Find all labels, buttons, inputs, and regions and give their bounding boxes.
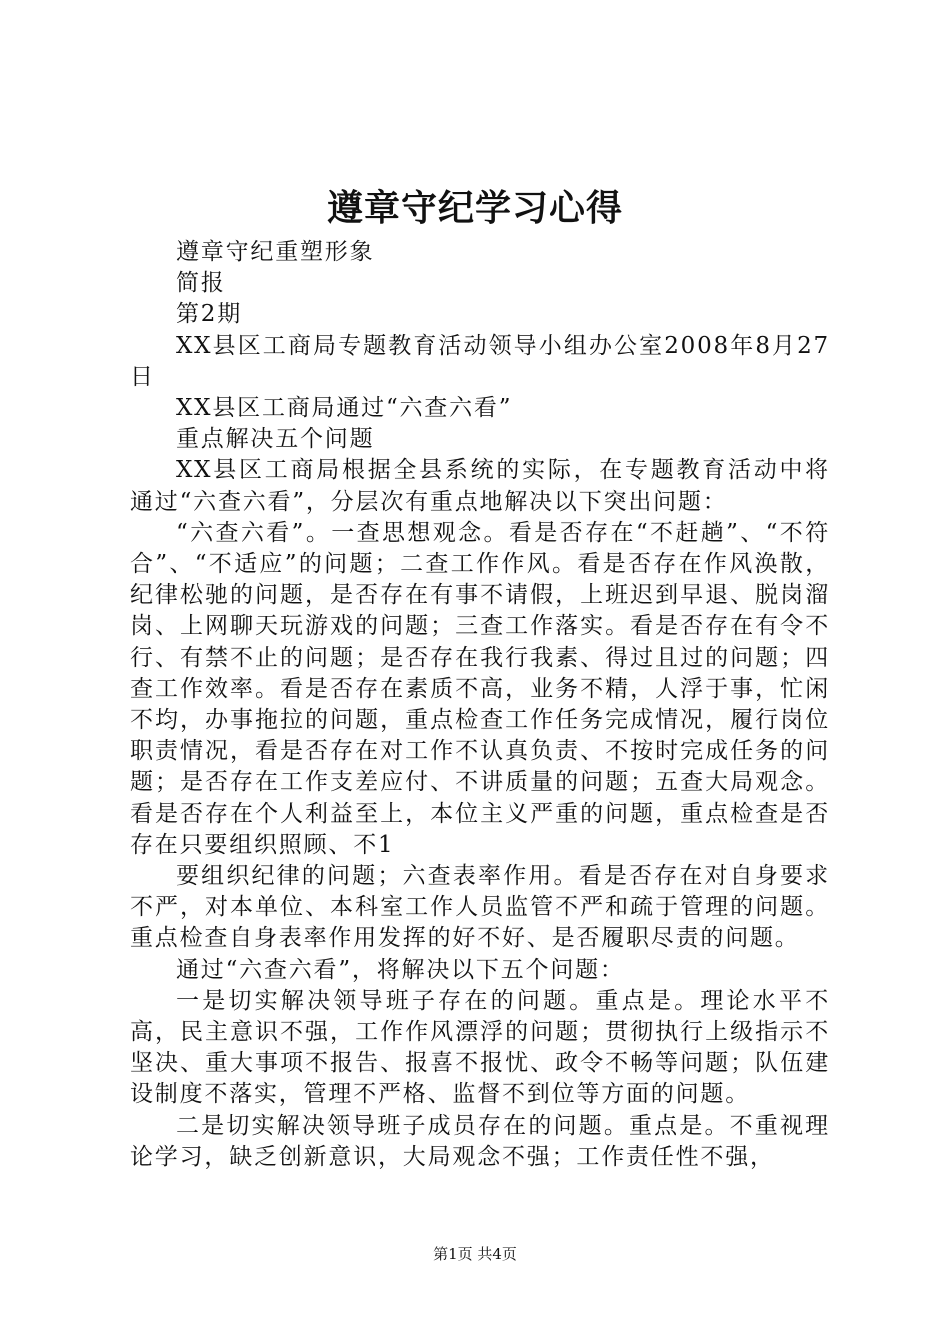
paragraph: 遵章守纪重塑形象 — [176, 239, 375, 265]
paragraph: 第2期 — [176, 301, 243, 328]
paragraph: 简报 — [176, 270, 226, 297]
paragraph: 重点解决五个问题 — [176, 426, 375, 453]
paragraph: XX县区工商局根据全县系统的实际，在专题教育活动中将通过“六查六看”，分层次有重点地解决以下突出问题： — [130, 457, 830, 515]
page-footer: 第1页 共4页 — [433, 1245, 517, 1263]
document-title: 遵章守纪学习心得 — [326, 187, 623, 229]
document-body — [130, 237, 830, 1173]
paragraph: 通过“六查六看”，将解决以下五个问题： — [176, 956, 625, 983]
paragraph: “六查六看”。一查思想观念。看是否存在“不赶趟”、“不符合”、“不适应”的问题；二查工作作风。看是否存在作风涣散，纪律松驰的问题，是否存在有事不请假，上班迟到早退、脱岗溜岗、上网聊天玩游戏的问题；三查工作落实。看是否存在有令不行、有禁不止的问题；是否存在我行我素、得过且过的问题；四查工作效率。看是否存在素质不高，业务不精，人浮于事，忙闲不均，办事拖拉的问题，重点检查工作任务完成情况，履行岗位职责情况，看是否存在对工作不认真负责、不按时完成任务的问题；是否存在工作支差应付、不讲质量的问题；五查大局观念。看是否存在个人利益至上，本位主义严重的问题，重点检查是否存在只要组织照顾、不1 — [130, 519, 830, 858]
paragraph: 要组织纪律的问题；六查表率作用。看是否存在对自身要求不严，对本单位、本科室工作人员监管不严和疏于管理的问题。重点检查自身表率作用发挥的好不好、是否履职尽责的问题。 — [130, 863, 830, 952]
paragraph: 二是切实解决领导班子成员存在的问题。重点是。不重视理论学习，缺乏创新意识，大局观念不强；工作责任性不强， — [130, 1112, 830, 1170]
paragraph: XX县区工商局专题教育活动领导小组办公室2008年8月27日 — [130, 332, 830, 390]
paragraph: 一是切实解决领导班子存在的问题。重点是。理论水平不高，民主意识不强，工作作风漂浮的问题；贯彻执行上级指示不坚决、重大事项不报告、报喜不报忧、政令不畅等问题；队伍建设制度不落实，管理不严格、监督不到位等方面的问题。 — [130, 987, 830, 1108]
paragraph: XX县区工商局通过“六查六看” — [176, 395, 513, 422]
